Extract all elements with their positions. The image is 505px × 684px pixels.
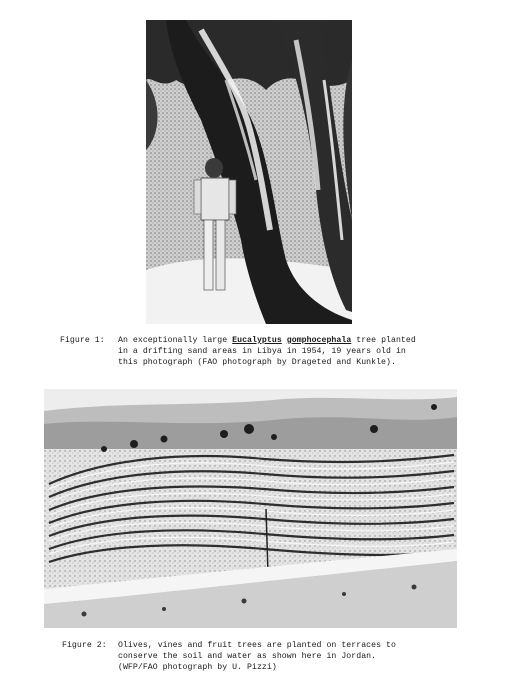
figure-1-caption-line-2: in a drifting sand areas in Libya in 1954, 19 years old in bbox=[118, 347, 406, 356]
eucalyptus-tree-photo bbox=[146, 20, 352, 324]
figure-2-caption-line-3: (WFP/FAO photograph by U. Pizzi) bbox=[118, 663, 277, 672]
figure-2-caption-line-1: Olives, vines and fruit trees are planted on terraces to bbox=[118, 641, 396, 650]
figure-2-caption-line-2: conserve the soil and water as shown here in Jordan. bbox=[118, 652, 377, 661]
figure-1-label: Figure 1: bbox=[60, 336, 105, 345]
figure-2-label: Figure 2: bbox=[62, 641, 107, 650]
figure-1-caption bbox=[60, 335, 460, 375]
figure-2-caption bbox=[62, 640, 482, 676]
species-epithet: gomphocephala bbox=[286, 336, 352, 345]
figure-1-line1-pre: An exceptionally large bbox=[118, 336, 233, 345]
figure-1-line1-post: tree planted bbox=[351, 336, 416, 345]
species-genus: Eucalyptus bbox=[232, 336, 282, 345]
figure-1-caption-line-3: this photograph (FAO photograph by Drageted and Kunkle). bbox=[118, 358, 396, 367]
figure-1-caption-line-1 bbox=[118, 335, 416, 346]
terraced-hillside-photo bbox=[44, 389, 457, 628]
